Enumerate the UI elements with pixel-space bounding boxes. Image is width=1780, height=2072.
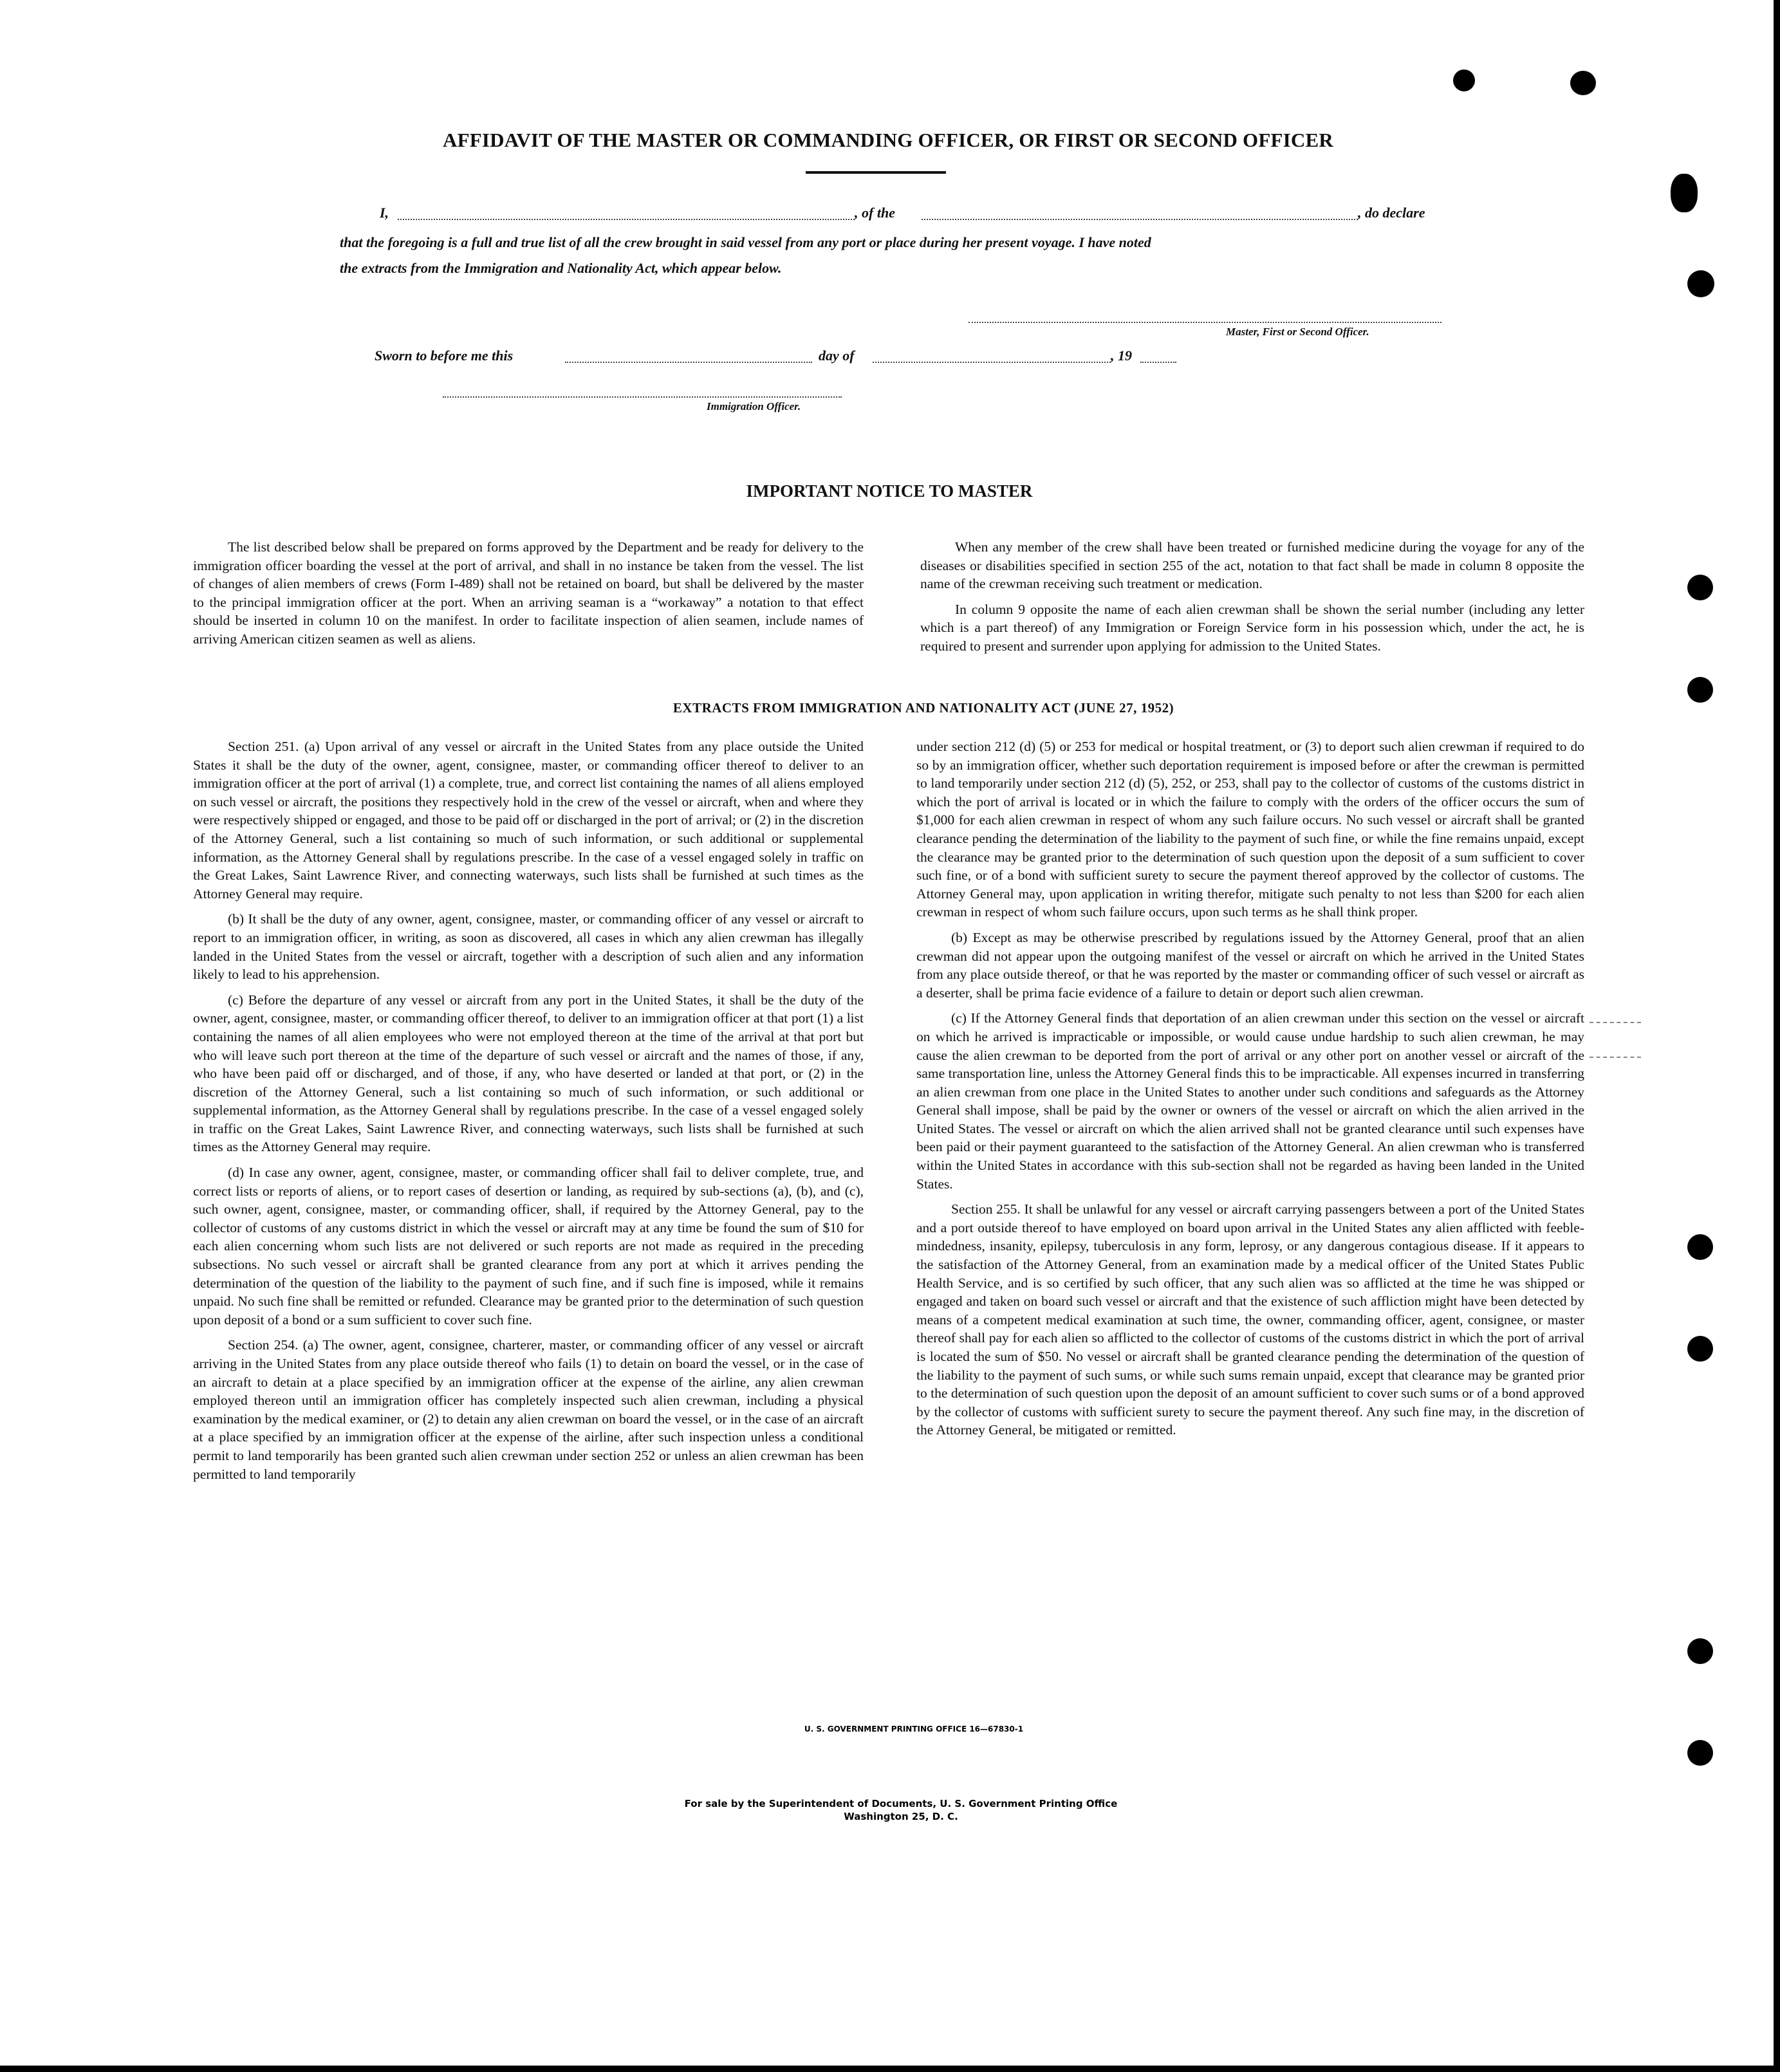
notice-right-paragraph-2: In column 9 opposite the name of each alien crewman shall be shown the serial number (including any letter which is a part thereof) of any Immigration or Foreign Service form in his possession which, under the act, he is required to present and surrender upon applying for admission to the United States. <box>920 601 1584 654</box>
sworn-year-blank[interactable] <box>1140 362 1176 363</box>
extracts-left-column <box>193 737 864 1490</box>
notice-right-column <box>920 538 1584 663</box>
officer-signature-line[interactable] <box>443 396 842 398</box>
section-251-d: (d) In case any owner, agent, consignee, master, or commanding officer shall fail to deliver complete, true, and correct lists or reports of aliens, or to report cases of desertion or landing, as required by sub-sections (a), (b), and (c), such owner, agent, consignee, master, or commanding officer, shall, if required by the Attorney General, pay to the collector of customs of any customs district in which the vessel or aircraft may at any time be found the sum of $10 for each alien concerning whom such lists are not delivered or such reports are not made as required in the preceding subsections. No such vessel or aircraft shall be granted clearance from any port at which it arrives pending the determination of the question of the liability to the payment of such fine, and if such fine is imposed, while it remains unpaid. No such fine shall be remitted or refunded. Clearance may be granted prior to the determination of such question upon deposit of a bond or a sum sufficient to cover such fine. <box>193 1165 864 1327</box>
year-label: , 19 <box>1111 347 1132 364</box>
declaration-line-2: the extracts from the Immigration and Nationality Act, which appear below. <box>340 260 782 276</box>
notice-left-column <box>193 538 864 656</box>
section-254-a: Section 254. (a) The owner, agent, consignee, charterer, master, or commanding officer of any vessel or aircraft arriving in the United States from any place outside thereof who fails (1) to detain on board the vessel, or in the case of an aircraft to detain at a place specified by an immigration officer at the expense of the airline, any alien crewman employed thereon until an immigration officer has completely inspected such alien crewman, including a physical examination by the medical examiner, or (2) to detain any alien crewman on board the vessel, or in the case of an aircraft at a place specified by an immigration officer at the expense of the airline, after such inspection unless a conditional permit to land temporarily has been granted such alien crewman under section 252 or unless an alien crewman has been permitted to land temporarily <box>193 1337 864 1482</box>
affidavit-i-label: I, <box>380 205 389 221</box>
day-of-label: day of <box>819 347 855 364</box>
notice-left-paragraph: The list described below shall be prepared on forms approved by the Department and be ready for delivery to the immigration officer boarding the vessel at the port of arrival, and shall in no instance be taken from the vessel. The list of changes of alien members of crews (Form I-489) shall not be retained on board, but shall be delivered by the master to the principal immigration officer at the port. When an arriving seaman is a “workaway” a notation to that effect should be inserted in column 10 on the manifest. In order to facilitate inspection of alien seamen, include names of arriving American citizen seamen as well as aliens. <box>193 539 864 647</box>
title-underline <box>806 171 946 174</box>
notice-title: IMPORTANT NOTICE TO MASTER <box>746 481 1033 501</box>
vessel-blank[interactable] <box>922 219 1358 220</box>
notice-right-paragraph-1: When any member of the crew shall have been treated or furnished medicine during the voyage for any of the diseases or disabilities specified in section 255 of the act, notation to that fact shall be made in column 8 opposite the name of the crewman receiving such treatment or medication. <box>920 539 1584 592</box>
gpo-imprint: U. S. GOVERNMENT PRINTING OFFICE 16—67830-1 <box>804 1725 1024 1734</box>
section-255: Section 255. It shall be unlawful for any vessel or aircraft carrying passengers between a port of the United States and a port outside thereof to have employed on board upon arrival in the United States any alien afflicted with feeble-mindedness, insanity, epilepsy, tuberculosis in any form, leprosy, or any dangerous contagious disease. If it appears to the satisfaction of the Attorney General, from an examination made by a medical officer of the United States Public Health Service, and is so certified by such officer, that any such alien was so afflicted at the time he was shipped or engaged and taken on board such vessel or aircraft and that the existence of such affliction might have been detected by means of a competent medical examination at such time, the owner, commanding officer, agent, consignee, or master thereof shall pay for each alien so afflicted to the collector of customs of the customs district in which the port of arrival is located the sum of $50. No vessel or aircraft shall be granted clearance pending the determination of the question of the liability to the payment of such sums, or while such sums remain unpaid, except that clearance may be granted prior to the determination of such question upon the deposit of an amount sufficient to cover such sums or of a bond approved by the collector of customs with sufficient surety to secure the payment thereof. Any such fine may, in the discretion of the Attorney General, be mitigated or remitted. <box>916 1201 1584 1438</box>
officer-caption: Immigration Officer. <box>707 400 801 412</box>
footer-line-1: For sale by the Superintendent of Documents, U. S. Government Printing Office <box>684 1798 1118 1809</box>
scan-mark <box>1590 1057 1641 1058</box>
master-caption: Master, First or Second Officer. <box>1226 326 1369 338</box>
sworn-day-blank[interactable] <box>565 362 812 363</box>
extracts-right-column <box>916 737 1584 1447</box>
section-251-a: Section 251. (a) Upon arrival of any vessel or aircraft in the United States from any place outside the United States it shall be the duty of the owner, agent, consignee, master, or commanding officer thereof to deliver to an immigration officer at the port of arrival (1) a complete, true, and correct list containing the names of all aliens employed on such vessel or aircraft, the positions they respectively hold in the crew of the vessel or aircraft, when and where they were respectively shipped or engaged, and those to be paid off or discharged in the port of arrival; or (2) in the discretion of the Attorney General, such a list containing so much of such information, or such additional or supplemental information, as the Attorney General shall by regulations prescribe. In the case of a vessel engaged solely in traffic on the Great Lakes, Saint Lawrence River, and connecting waterways, such lists shall be furnished at such times as the Attorney General may require. <box>193 739 864 902</box>
extracts-title: EXTRACTS FROM IMMIGRATION AND NATIONALITY ACT (JUNE 27, 1952) <box>672 700 1174 716</box>
affidavit-title: AFFIDAVIT OF THE MASTER OR COMMANDING OFFICER, OR FIRST OR SECOND OFFICER <box>443 129 1333 151</box>
punch-hole <box>1671 174 1698 212</box>
section-251-c: (c) Before the departure of any vessel or aircraft from any port in the United States, it shall be the duty of the owner, agent, consignee, master, or commanding officer thereof, to deliver to an immigration officer at that port (1) a list containing the names of all alien employees who were not employed thereon at the time of the arrival at that port but who will leave such port thereon at the time of the departure of such vessel or aircraft and the names of those, if any, who have been paid off or discharged, and of those, if any, who have deserted or landed at that port, or (2) in the discretion of the Attorney General, such a list containing so much of such information, or such additional or supplemental information, as the Attorney General shall by regulations prescribe. In the case of a vessel engaged solely in traffic on the Great Lakes, Saint Lawrence River, and connecting waterways, such lists shall be furnished at such times as the Attorney General may require. <box>193 992 864 1155</box>
sworn-month-blank[interactable] <box>873 362 1111 363</box>
punch-hole <box>1687 677 1713 703</box>
section-254-c: (c) If the Attorney General finds that deportation of an alien crewman under this section on the vessel or aircraft on which he arrived is impracticable or impossible, or would cause undue hardship to such alien crewman, he may cause the alien crewman to be deported from the port of arrival or any other port on another vessel or aircraft of the same transportation line, unless the Attorney General finds this to be impracticable. All expenses incurred in transferring an alien crewman from one place in the United States to another under such conditions and safeguards as the Attorney General shall impose, shall be paid by the owner or owners of the vessel or aircraft on which the alien arrived in the United States. The vessel or aircraft on which the alien arrived shall not be granted clearance until such expenses have been paid or their payment guaranteed to the satisfaction of the Attorney General. An alien crewman who is transferred within the United States in accordance with this sub-section shall not be regarded as having been landed in the United States. <box>916 1010 1584 1192</box>
punch-hole <box>1687 1336 1713 1362</box>
punch-hole <box>1687 575 1713 600</box>
name-blank[interactable] <box>398 219 855 220</box>
affidavit-of-the-label: , of the <box>855 205 895 221</box>
punch-hole <box>1453 69 1475 91</box>
footer-line-2: Washington 25, D. C. <box>844 1811 958 1822</box>
punch-hole <box>1687 270 1714 297</box>
section-251-b: (b) It shall be the duty of any owner, agent, consignee, master, or commanding officer of any vessel or aircraft to report to an immigration officer, in writing, as soon as discovered, all cases in which any alien crewman has illegally landed in the United States from the vessel or aircraft, together with a description of such alien and any information likely to lead to his apprehension. <box>193 911 864 983</box>
punch-hole <box>1687 1638 1713 1664</box>
declaration-line-1: that the foregoing is a full and true list of all the crew brought in said vessel from any port or place during her present voyage. I have noted <box>340 234 1151 250</box>
section-254-b: (b) Except as may be otherwise prescribed by regulations issued by the Attorney General, proof that an alien crewman did not appear upon the outgoing manifest of the vessel or aircraft on which he arrived in the United States from any place outside thereof, or that he was reported by the master or commanding officer of such vessel or aircraft as a deserter, shall be prima facie evidence of a failure to detain or deport such alien crewman. <box>916 929 1584 1001</box>
scan-mark <box>1590 1022 1641 1023</box>
master-signature-line[interactable] <box>969 322 1442 323</box>
punch-hole <box>1687 1740 1713 1766</box>
sworn-label: Sworn to before me this <box>375 347 514 364</box>
sale-footer <box>579 1797 1223 1823</box>
punch-hole <box>1570 71 1596 95</box>
section-254-a-continued: under section 212 (d) (5) or 253 for medical or hospital treatment, or (3) to deport such alien crewman if required to do so by an immigration officer, whether such deportation requirement is imposed before or after the crewman is permitted to land temporarily under section 212 (d) (5), 252, or 253, shall pay to the collector of customs of the customs district in which the port of arrival is located or in which the failure to comply with the orders of the officer occurs the sum of $1,000 for each alien crewman in respect of whom any such failure occurs. No such vessel or aircraft shall be granted clearance pending the determination of the liability to the payment of such fine, or while the fine remains unpaid, except the clearance may be granted prior to the determination of such question upon the deposit of a sum sufficient to cover such fine, or of a bond with sufficient surety to secure the payment thereof approved by the collector of customs. The Attorney General may, upon application in writing therefor, mitigate such penalty to not less than $200 for each alien crewman in respect of whom such failure occurs, upon such terms as he shall think proper. <box>916 739 1584 920</box>
affidavit-declare-label: , do declare <box>1358 205 1425 221</box>
punch-hole <box>1687 1234 1713 1260</box>
